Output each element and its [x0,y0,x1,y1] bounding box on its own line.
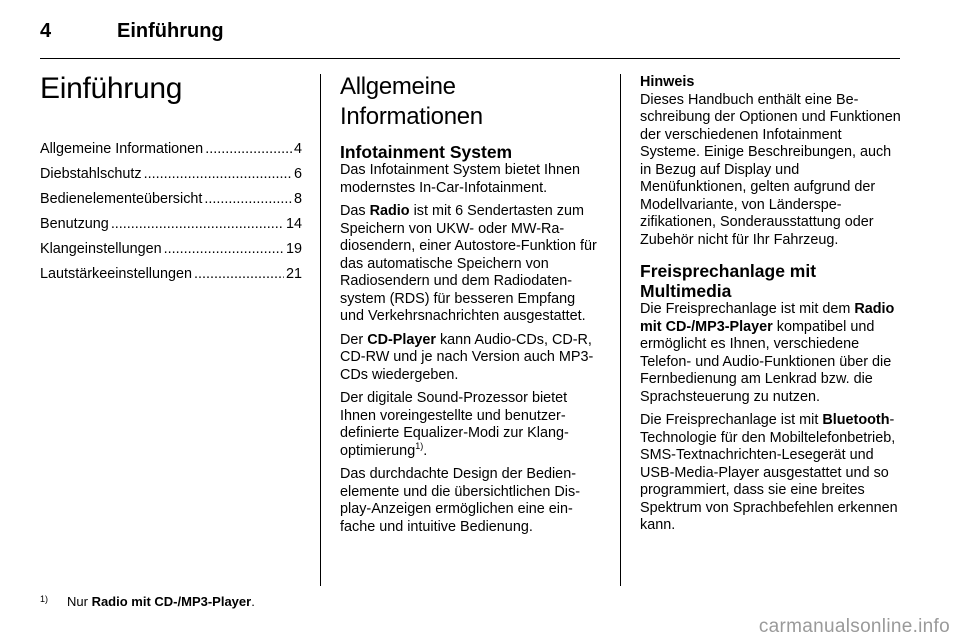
toc-leader [111,215,284,233]
table-of-contents [40,140,302,283]
sound-processor-paragraph: Der digitale Sound-Prozessor bietet Ihnen voreingestellte und benutzerdefinierte Equalizer-Modi zur Klangoptimierung$^{1)}$. [340,390,569,459]
toc-entry-page: 8 [293,191,302,207]
running-title: Einführung [117,20,224,42]
cd-player-paragraph: Der CD-Player kann Audio-CDs, CD-R, CD-RW und je nach Version auch MP3-CDs wiedergeben. [340,331,594,383]
note-label: Hinweis [640,74,695,90]
watermark: carmanualsonline.info [758,616,950,637]
toc-leader [194,265,284,283]
footnote-ref: 1) [415,440,424,451]
toc-entry[interactable] [40,165,302,183]
toc-entry-title: Lautstärkeeinstellungen [40,266,193,282]
design-paragraph: Das durchdachte Design der Bedienelemente und die übersichtlichen Display-Anzeigen ermöglichen eine einfache und intuitive Bedienung. [340,466,580,535]
toc-entry-page: 6 [293,166,302,182]
toc-entry-title: Klangeinstellungen [40,241,162,257]
general-info-column [340,72,602,542]
toc-entry-title: Diebstahlschutz [40,166,142,182]
toc-entry-title: Benutzung [40,216,109,232]
handsfree-paragraph-2: Die Freisprechanlage ist mit Bluetooth-Technologie für den Mobiltelefonbetrieb, SMS-Textnachrichten-Lesegerät und USB-Media-Player ausgestattet und so programmiert, dass sie eine breites Spektrum von Sprachbefehlen erkennen kann. [640,412,898,533]
footnote-mark: 1) [40,594,49,604]
handsfree-heading: Freisprechanlage mit Multimedia [640,261,817,301]
intro-paragraph: Das Infotainment System bietet Ihnen modernstes In-Car-Infotainment. [340,162,580,196]
footnote [40,594,255,609]
toc-leader [205,140,292,158]
toc-leader [164,240,284,258]
toc-column [40,72,302,290]
chapter-title: Einführung [40,72,183,105]
note-text: Dieses Handbuch enthält eine Beschreibung der Optionen und Funktionen der verschiedenen Infotainment Systeme. Einige Beschreibungen, auch in Bezug auf Display und Menüfunktionen, gelten aufgrund der Modellvariante, von Länderspezifikationen, Sonderausstattung oder Zubehör nicht für Ihr Fahrzeug. [640,91,901,248]
radio-paragraph: Das Radio ist mit 6 Sendertasten zum Speichern von UKW- oder MW-Radiosendern, einer Autostore-Funktion für das automatische Speichern von Radiosendern und dem Radiodatensystem (RDS) für besseren Empfang und Verkehrsnachrichten ausgestattet. [340,203,597,324]
toc-entry-page: 14 [285,216,302,232]
toc-entry-page: 4 [293,141,302,157]
column-divider [620,74,621,586]
section-title: Allgemeine Informationen [340,73,483,130]
handsfree-paragraph-1: Die Freisprechanlage ist mit dem Radio mit CD-/MP3-Player kompatibel und ermöglicht es Ihnen, verschiedene Telefon- und Audio-Funktionen über die Fernbedienung am Lenkrad bzw. die Sprachsteuerung zu nutzen. [640,301,895,405]
toc-entry-title: Bedienelementeübersicht [40,191,203,207]
toc-entry[interactable] [40,265,302,283]
toc-leader [144,165,292,183]
toc-entry[interactable] [40,190,302,208]
toc-leader [204,190,292,208]
infotainment-heading: Infotainment System [340,142,513,162]
toc-entry-page: 21 [285,266,302,282]
page-number: 4 [40,20,52,42]
note-column [640,72,902,541]
note-box [640,74,902,249]
toc-entry-title: Allgemeine Informationen [40,141,204,157]
header-rule [40,58,900,59]
page-header [0,0,960,58]
column-divider [320,74,321,586]
toc-entry[interactable] [40,240,302,258]
toc-entry[interactable] [40,140,302,158]
footnote-text: Nur Radio mit CD-/MP3-Player. [67,594,255,609]
toc-entry[interactable] [40,215,302,233]
toc-entry-page: 19 [285,241,302,257]
